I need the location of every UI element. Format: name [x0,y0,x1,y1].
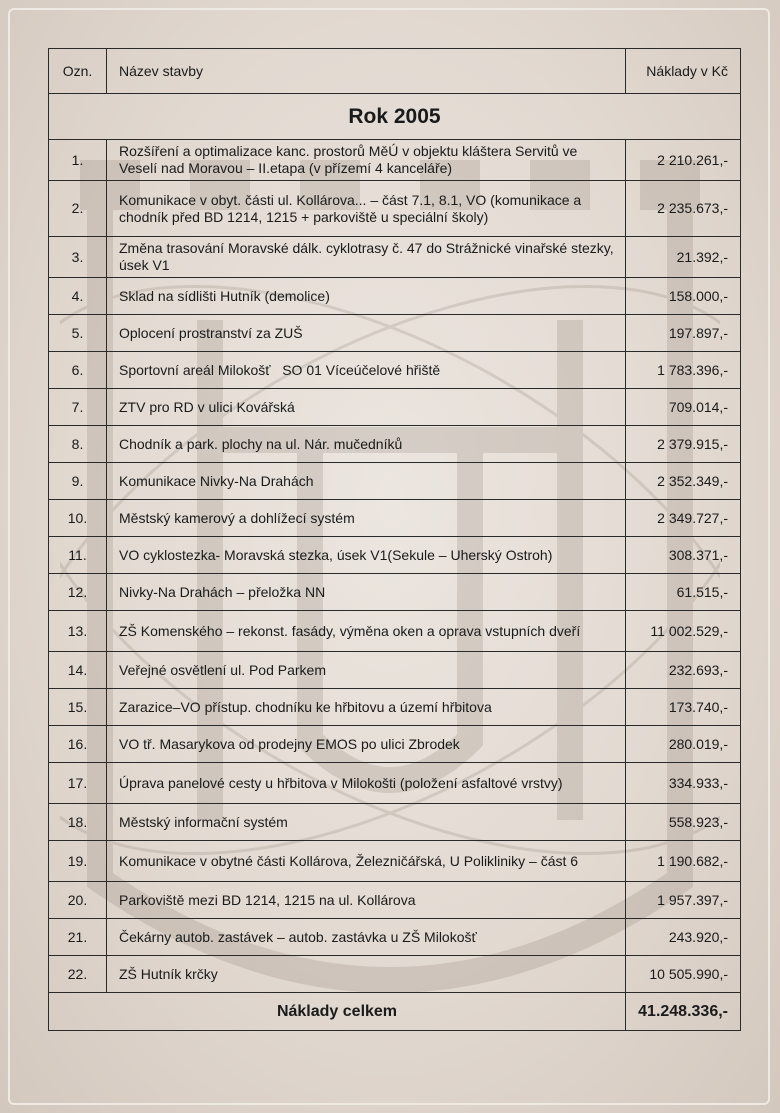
row-num: 7. [49,389,107,426]
construction-costs-table [48,48,741,1031]
row-cost: 61.515,- [626,574,741,611]
row-cost: 2 210.261,- [626,140,741,181]
row-cost: 232.693,- [626,652,741,689]
table-row [49,389,741,426]
row-cost: 558.923,- [626,804,741,841]
row-cost: 21.392,- [626,237,741,278]
row-name: ZTV pro RD v ulici Kovářská [107,389,626,426]
row-cost: 2 349.727,- [626,500,741,537]
row-num: 15. [49,689,107,726]
row-num: 18. [49,804,107,841]
row-cost: 197.897,- [626,315,741,352]
table-row [49,652,741,689]
table-row [49,689,741,726]
header-name: Název stavby [107,49,626,94]
row-name: Městský kamerový a dohlížecí systém [107,500,626,537]
total-value: 41.248.336,- [626,993,741,1031]
row-cost: 2 379.915,- [626,426,741,463]
row-num: 1. [49,140,107,181]
table-row [49,237,741,278]
row-num: 5. [49,315,107,352]
row-cost: 2 352.349,- [626,463,741,500]
row-cost: 158.000,- [626,278,741,315]
row-name: Oplocení prostranství za ZUŠ [107,315,626,352]
row-num: 21. [49,919,107,956]
row-name: Zarazice–VO přístup. chodníku ke hřbitovu a území hřbitova [107,689,626,726]
table-row [49,611,741,652]
row-num: 9. [49,463,107,500]
table-row [49,537,741,574]
table-row [49,763,741,804]
table-row [49,841,741,882]
row-cost: 1 957.397,- [626,882,741,919]
row-name: Veřejné osvětlení ul. Pod Parkem [107,652,626,689]
row-num: 10. [49,500,107,537]
row-name: Parkoviště mezi BD 1214, 1215 na ul. Kollárova [107,882,626,919]
row-num: 16. [49,726,107,763]
table-row [49,500,741,537]
table-row [49,919,741,956]
row-num: 4. [49,278,107,315]
row-name: Čekárny autob. zastávek – autob. zastávka u ZŠ Milokošť [107,919,626,956]
row-name: Sportovní areál Milokošť SO 01 Víceúčelové hřiště [107,352,626,389]
row-name: Nivky-Na Drahách – přeložka NN [107,574,626,611]
row-name: VO tř. Masarykova od prodejny EMOS po ulici Zbrodek [107,726,626,763]
row-name: ZŠ Komenského – rekonst. fasády, výměna oken a oprava vstupních dveří [107,611,626,652]
row-name: ZŠ Hutník krčky [107,956,626,993]
row-name: Rozšíření a optimalizace kanc. prostorů MěÚ v objektu kláštera Servitů ve Veselí nad Moravou – II.etapa (v přízemí 4 kanceláře) [107,140,626,181]
row-num: 3. [49,237,107,278]
row-num: 19. [49,841,107,882]
table-row [49,804,741,841]
table-header-row [49,49,741,94]
table-row [49,278,741,315]
row-num: 11. [49,537,107,574]
row-cost: 173.740,- [626,689,741,726]
row-cost: 2 235.673,- [626,181,741,237]
row-num: 22. [49,956,107,993]
table-row [49,352,741,389]
table-row [49,181,741,237]
row-num: 17. [49,763,107,804]
total-label: Náklady celkem [49,993,626,1031]
year-row [49,94,741,140]
table-row [49,140,741,181]
row-name: VO cyklostezka- Moravská stezka, úsek V1(Sekule – Uherský Ostroh) [107,537,626,574]
table-row [49,574,741,611]
row-cost: 709.014,- [626,389,741,426]
header-num: Ozn. [49,49,107,94]
row-num: 2. [49,181,107,237]
row-cost: 11 002.529,- [626,611,741,652]
header-cost: Náklady v Kč [626,49,741,94]
row-name: Změna trasování Moravské dálk. cyklotrasy č. 47 do Strážnické vinařské stezky, úsek V1 [107,237,626,278]
row-name: Komunikace v obyt. části ul. Kollárova... – část 7.1, 8.1, VO (komunikace a chodník před BD 1214, 1215 + parkoviště u speciální školy) [107,181,626,237]
table-row [49,726,741,763]
table-row [49,315,741,352]
row-name: Chodník a park. plochy na ul. Nár. mučedníků [107,426,626,463]
row-num: 20. [49,882,107,919]
row-cost: 243.920,- [626,919,741,956]
row-num: 13. [49,611,107,652]
row-cost: 1 190.682,- [626,841,741,882]
row-cost: 308.371,- [626,537,741,574]
table-row [49,882,741,919]
row-name: Městský informační systém [107,804,626,841]
row-cost: 334.933,- [626,763,741,804]
row-num: 6. [49,352,107,389]
row-num: 12. [49,574,107,611]
year-heading: Rok 2005 [49,94,741,140]
row-num: 8. [49,426,107,463]
row-name: Komunikace v obytné části Kollárova, Železničářská, U Polikliniky – část 6 [107,841,626,882]
total-row [49,993,741,1031]
table-row [49,956,741,993]
table-row [49,463,741,500]
row-name: Komunikace Nivky-Na Drahách [107,463,626,500]
row-cost: 10 505.990,- [626,956,741,993]
row-name: Úprava panelové cesty u hřbitova v Milokošti (položení asfaltové vrstvy) [107,763,626,804]
row-name: Sklad na sídlišti Hutník (demolice) [107,278,626,315]
row-cost: 1 783.396,- [626,352,741,389]
row-num: 14. [49,652,107,689]
table-row [49,426,741,463]
row-cost: 280.019,- [626,726,741,763]
